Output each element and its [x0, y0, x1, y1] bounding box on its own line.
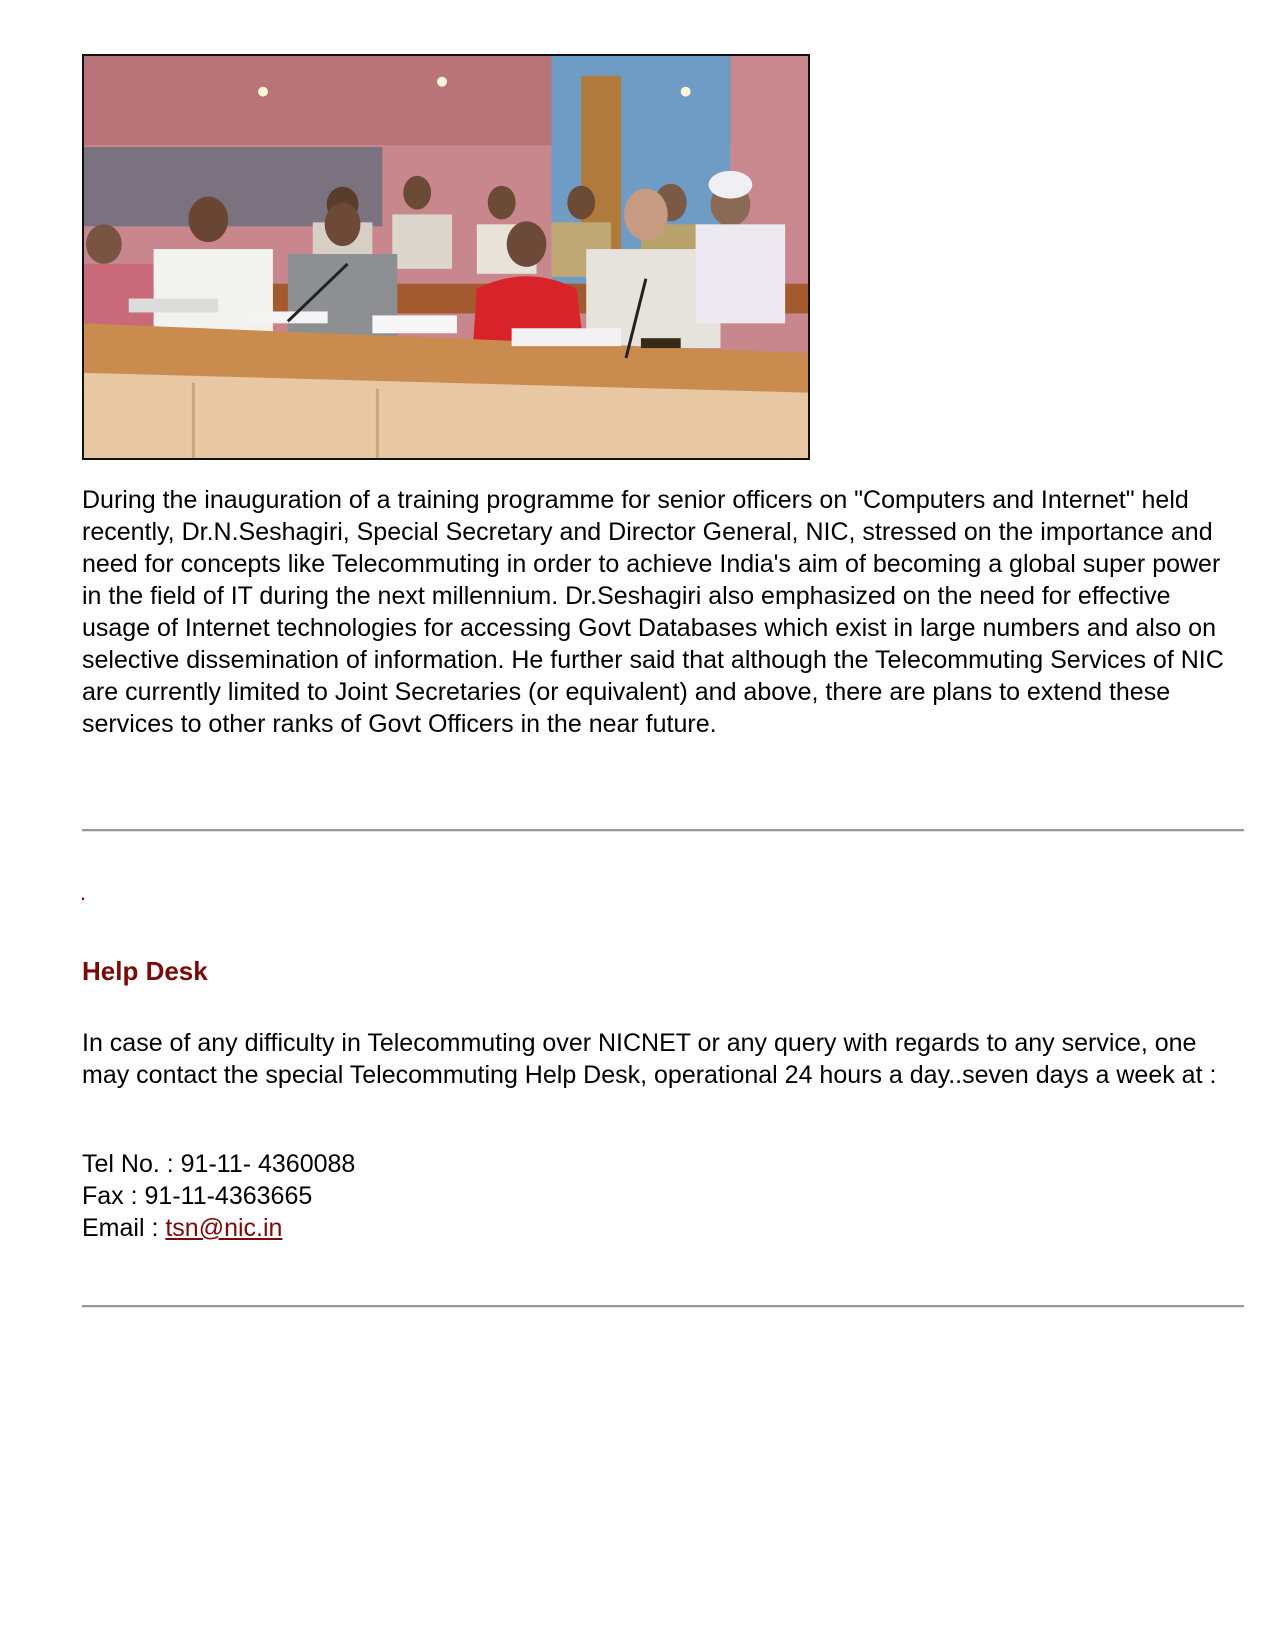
article-intro-paragraph: During the inauguration of a training programme for senior officers on "Computers and Internet" held recently, Dr.N.Seshagiri, Special Secretary and Director General, NIC, stressed on the importance and need for concepts like Telecommuting in order to achieve India's aim of becoming a global super power in the field of IT during the next millennium. Dr.Seshagiri also emphasized on the need for effective usage of Internet technologies for accessing Govt Databases which exist in large numbers and also on selective dissemination of information. He further said that although the Telecommuting Services of NIC are currently limited to Joint Secretaries (or equivalent) and above, there are plans to extend these services to other ranks of Govt Officers in the near future. [82, 486, 1224, 738]
conference-room-photo [84, 56, 808, 458]
horizontal-divider [82, 1305, 1244, 1308]
horizontal-divider [82, 829, 1244, 832]
separator-dot: . [80, 880, 87, 905]
fax-number: Fax : 91-11-4363665 [82, 1182, 313, 1210]
event-photo [82, 54, 810, 460]
email-label: Email : [82, 1214, 166, 1242]
help-desk-heading: Help Desk [82, 956, 208, 986]
email-link[interactable]: tsn@nic.in [165, 1214, 283, 1242]
telephone-number: Tel No. : 91-11- 4360088 [82, 1150, 356, 1178]
help-desk-contact [82, 1148, 355, 1244]
email-line [82, 1212, 355, 1244]
help-desk-description: In case of any difficulty in Telecommuting over NICNET or any query with regards to any service, one may contact the special Telecommuting Help Desk, operational 24 hours a day..seven days a week at : [82, 1029, 1217, 1089]
